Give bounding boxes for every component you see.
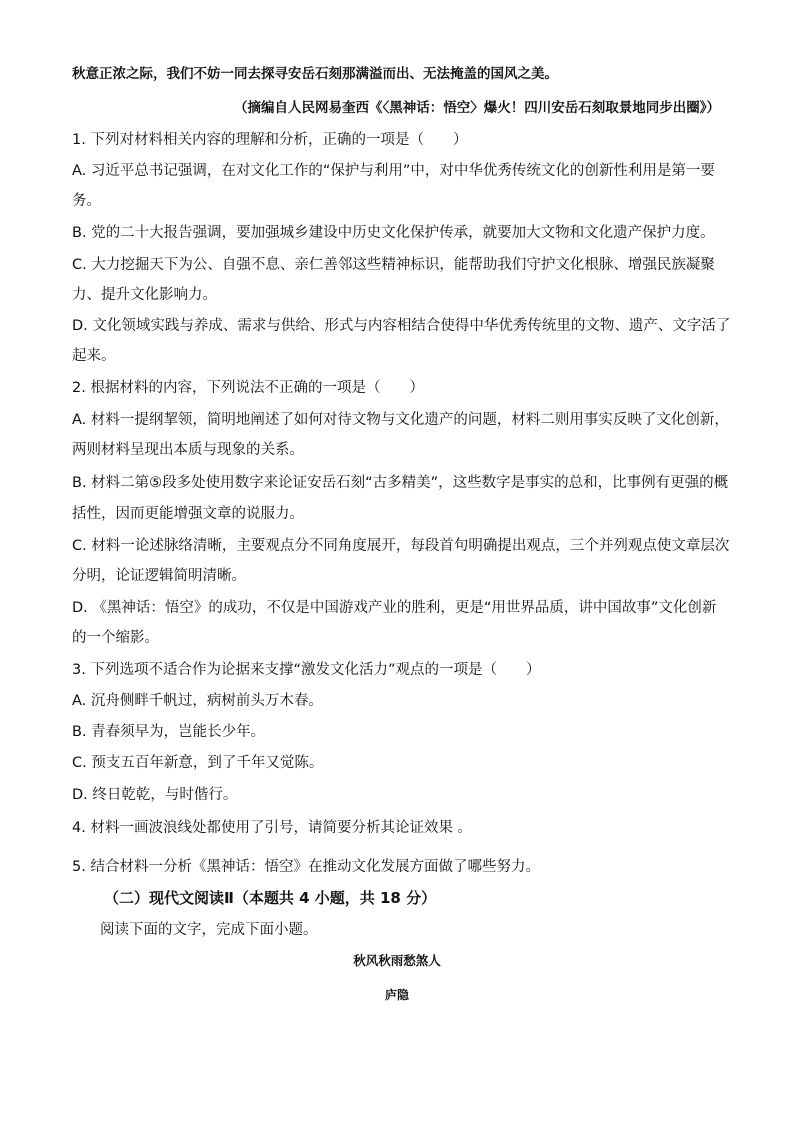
question-1-option-d: D. 文化领域实践与养成、需求与供给、形式与内容相结合使得中华优秀传统里的文物、遗产、文字活了 — [72, 318, 731, 334]
material-source-citation: （摘编自人民网易奎西《〈黑神话：悟空〉爆火！四川安岳石刻取景地同步出圈》） — [234, 100, 720, 116]
question-2-option-c-continued: 分明，论证逻辑简明清晰。 — [72, 568, 246, 584]
question-1-option-a-continued: 务。 — [72, 193, 101, 209]
question-3-option-c: C. 预支五百年新意，到了千年又觉陈。 — [72, 755, 324, 771]
article-title: 秋风秋雨愁煞人 — [353, 953, 441, 968]
question-5-stem: 5. 结合材料一分析《黑神话：悟空》在推动文化发展方面做了哪些努力。 — [72, 859, 540, 875]
material-closing-sentence: 秋意正浓之际，我们不妨一同去探寻安岳石刻那满溢而出、无法掩盖的国风之美。 — [72, 66, 558, 82]
question-2-option-b: B. 材料二第⑤段多处使用数字来论证安岳石刻“古多精美”，这些数字是事实的总和，比事例有更强的概 — [72, 475, 729, 491]
reading-instruction: 阅读下面的文字，完成下面小题。 — [100, 922, 318, 938]
question-3-option-d: D. 终日乾乾，与时偕行。 — [72, 787, 238, 803]
question-2-option-b-continued: 括性，因而更能增强文章的说服力。 — [72, 506, 304, 522]
question-1-stem: 1. 下列对材料相关内容的理解和分析，正确的一项是（ ） — [72, 132, 468, 148]
question-4-stem: 4. 材料一画波浪线处都使用了引号，请简要分析其论证效果 。 — [72, 820, 473, 836]
question-2-stem: 2. 根据材料的内容，下列说法不正确的一项是（ ） — [72, 380, 424, 396]
section-heading: （二）现代文阅读Ⅱ（本题共 4 小题，共 18 分） — [104, 889, 437, 907]
question-1-option-c: C. 大力挖掘天下为公、自强不息、亲仁善邻这些精神标识，能帮助我们守护文化根脉、增强民族凝聚 — [72, 257, 715, 273]
question-1-option-d-continued: 起来。 — [72, 348, 116, 364]
question-2-option-d: D. 《黑神话：悟空》的成功，不仅是中国游戏产业的胜利，更是“用世界品质，讲中国故事”文化创新 — [72, 600, 717, 616]
question-1-option-a: A. 习近平总书记强调，在对文化工作的“保护与利用”中，对中华优秀传统文化的创新性利用是第一要 — [72, 163, 715, 179]
question-2-option-c: C. 材料一论述脉络清晰，主要观点分不同角度展开，每段首句明确提出观点，三个并列观点使文章层次 — [72, 538, 730, 554]
article-author: 庐隐 — [384, 988, 409, 1002]
question-3-stem: 3. 下列选项不适合作为论据来支撑“激发文化活力”观点的一项是（ ） — [72, 662, 541, 678]
question-1-option-c-continued: 力、提升文化影响力。 — [72, 287, 217, 303]
question-1-option-b: B. 党的二十大报告强调，要加强城乡建设中历史文化保护传承，就要加大文物和文化遗产保护力度。 — [72, 225, 715, 241]
question-2-option-a-continued: 两则材料呈现出本质与现象的关系。 — [72, 442, 304, 458]
question-3-option-a: A. 沉舟侧畔千帆过，病树前头万木春。 — [72, 693, 323, 709]
question-2-option-a: A. 材料一提纲挈领，简明地阐述了如何对待文物与文化遗产的问题，材料二则用事实反映了文化创新， — [72, 412, 729, 428]
question-2-option-d-continued: 的一个缩影。 — [72, 630, 159, 646]
question-3-option-b: B. 青春须早为，岂能长少年。 — [72, 724, 266, 740]
